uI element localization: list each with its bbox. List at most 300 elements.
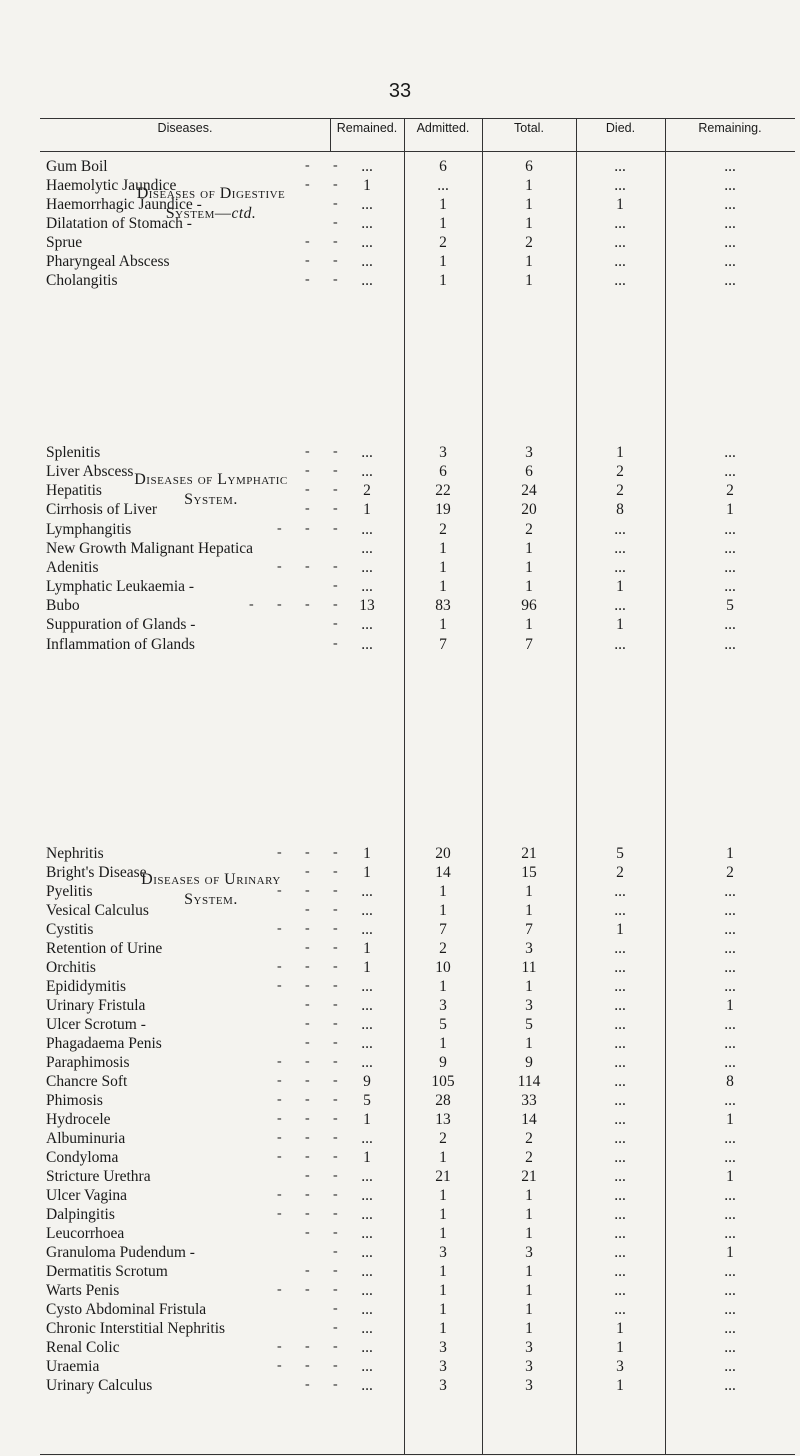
remained-value: ... [361,1187,373,1204]
died-value: ... [614,1035,626,1052]
total-value: 3 [525,444,533,461]
disease-name: Dilatation of Stomach - [46,215,192,233]
disease-name: Splenitis [46,444,101,461]
section-heading-suffix: ctd. [231,205,257,222]
died-value: 2 [616,864,624,881]
remaining-value: ... [724,234,736,252]
leader-dash: - [277,520,282,536]
remained-value: ... [361,1263,373,1280]
died-value: ... [614,1016,626,1033]
admitted-value: 3 [439,1377,447,1394]
disease-name: Paraphimosis [46,1054,130,1071]
died-value: 1 [616,1339,624,1356]
disease-name: Haemolytic Jaundice [46,177,177,195]
leader-dash: - [333,234,338,250]
remained-value: ... [361,1244,373,1261]
leader-dash: - [305,978,310,993]
table-row [40,864,795,884]
admitted-value: 1 [439,196,447,214]
died-value: ... [614,1092,626,1109]
admitted-value: 2 [439,940,447,957]
admitted-value: 1 [439,1149,447,1166]
total-value: 1 [525,1263,533,1280]
died-value: ... [614,1054,626,1071]
table-row [40,1187,795,1207]
died-value: ... [614,597,626,615]
died-value: ... [614,558,626,576]
disease-name: Ulcer Scrotum - [46,1016,146,1033]
column-header-diseases: Diseases. [157,121,213,135]
remained-value: 1 [363,501,371,519]
died-value: 1 [616,444,624,461]
died-value: ... [614,1187,626,1204]
remaining-value: ... [724,1263,736,1280]
remained-value: 1 [363,845,371,862]
disease-name: Condyloma [46,1149,119,1166]
remained-value: ... [361,902,373,919]
admitted-value: 1 [439,902,447,919]
leader-dash: - [333,616,338,632]
remained-value: 5 [363,1092,371,1109]
leader-dash: - [305,1168,310,1183]
table-row [40,521,795,541]
leader-dash: - [277,558,282,574]
remained-value: ... [361,1225,373,1242]
leader-dash: - [305,1035,310,1050]
remained-value: ... [361,1377,373,1394]
table-row [40,215,795,235]
leader-dash: - [305,463,310,479]
remaining-value: ... [724,1206,736,1223]
died-value: 1 [616,578,624,596]
remained-value: ... [361,1035,373,1052]
disease-name: Cystitis [46,921,94,938]
leader-dash: - [277,1339,282,1354]
table-row [40,616,795,636]
leader-dash: - [277,1149,282,1164]
leader-dash: - [333,578,338,594]
remaining-value: 1 [726,1168,734,1185]
column-header-admitted: Admitted. [416,121,470,135]
total-value: 1 [525,616,533,634]
leader-dash: - [333,158,338,173]
disease-name: Nephritis [46,845,104,862]
total-value: 3 [525,997,533,1014]
died-value: ... [614,1149,626,1166]
remained-value: 1 [363,177,371,195]
table-row [40,1339,795,1359]
leader-dash: - [333,1073,338,1088]
admitted-value: 1 [439,1206,447,1223]
died-value: 8 [616,501,624,519]
leader-dash: - [333,1339,338,1354]
admitted-value: 7 [439,635,447,653]
table-row [40,272,795,292]
died-value: 1 [616,616,624,634]
disease-name: Dalpingitis [46,1206,115,1223]
column-header-remained: Remained. [336,121,398,135]
table-row [40,1035,795,1055]
died-value: 1 [616,921,624,938]
remained-value: ... [361,978,373,995]
admitted-value: 1 [439,272,447,290]
leader-dash: - [305,883,310,898]
total-value: 1 [525,1187,533,1204]
leader-dash: - [305,1054,310,1069]
section-heading-line2-text: System— [165,205,232,222]
leader-dash: - [305,1263,310,1278]
remaining-value: ... [724,1016,736,1033]
remained-value: ... [361,1320,373,1337]
leader-dash: - [305,1377,310,1392]
died-value: ... [614,883,626,900]
remained-value: ... [361,196,373,214]
admitted-value: 1 [439,253,447,271]
table-row [40,559,795,579]
total-value: 21 [521,845,537,862]
total-value: 1 [525,1206,533,1223]
leader-dash: - [277,1282,282,1297]
disease-name: Adenitis [46,558,99,576]
leader-dash: - [333,215,338,231]
remaining-value: ... [724,921,736,938]
remaining-value: ... [724,215,736,233]
remained-value: ... [361,1358,373,1375]
table-row [40,883,795,903]
remained-value: ... [361,1168,373,1185]
disease-name: Dermatitis Scrotum [46,1263,168,1280]
remaining-value: ... [724,520,736,538]
disease-name: Retention of Urine [46,940,163,957]
leader-dash: - [305,940,310,955]
total-value: 2 [525,1149,533,1166]
leader-dash: - [277,845,282,860]
remained-value: ... [361,253,373,271]
admitted-value: 10 [435,959,451,976]
total-value: 1 [525,272,533,290]
total-value: 3 [525,1358,533,1375]
died-value: 1 [616,196,624,214]
admitted-value: 22 [435,482,451,500]
leader-dash: - [333,1092,338,1107]
leader-dash: - [333,501,338,517]
admitted-value: 19 [435,501,451,519]
disease-name: Pyelitis [46,883,93,900]
remaining-value: ... [724,959,736,976]
disease-name: Pharyngeal Abscess [46,253,170,271]
disease-name: Orchitis [46,959,96,976]
remaining-value: 1 [726,1111,734,1128]
disease-name: Vesical Calculus [46,902,149,919]
remained-value: 1 [363,864,371,881]
leader-dash: - [305,959,310,974]
leader-dash: - [305,253,310,269]
disease-name: New Growth Malignant Hepatica [46,539,254,557]
leader-dash: - [333,482,338,498]
remaining-value: ... [724,1339,736,1356]
leader-dash: - [305,1187,310,1202]
leader-dash: - [305,558,310,574]
died-value: ... [614,1168,626,1185]
section-heading-line1: Diseases of Lymphatic [134,471,288,488]
remained-value: ... [361,578,373,596]
died-value: ... [614,1301,626,1318]
leader-dash: - [333,883,338,898]
table-row [40,940,795,960]
leader-dash: - [305,1111,310,1126]
admitted-value: 83 [435,597,451,615]
remained-value: ... [361,921,373,938]
remaining-value: 1 [726,501,734,519]
total-value: 96 [521,597,537,615]
remained-value: ... [361,1130,373,1147]
table-row [40,921,795,941]
leader-dash: - [277,978,282,993]
leader-dash: - [333,959,338,974]
remaining-value: ... [724,539,736,557]
total-value: 1 [525,253,533,271]
table-row [40,978,795,998]
remained-value: 1 [363,1149,371,1166]
total-value: 21 [521,1168,537,1185]
table-row [40,1111,795,1131]
table-row [40,959,795,979]
remaining-value: ... [724,463,736,481]
disease-name: Bubo [46,597,80,615]
died-value: 3 [616,1358,624,1375]
total-value: 2 [525,520,533,538]
disease-name: Stricture Urethra [46,1168,151,1185]
leader-dash: - [333,1111,338,1126]
leader-dash: - [305,921,310,936]
admitted-value: 9 [439,1054,447,1071]
remained-value: 13 [359,597,375,615]
remaining-value: ... [724,1149,736,1166]
disease-name: Suppuration of Glands - [46,616,196,634]
table-bottom-rule [40,1454,795,1455]
header-bottom-rule [40,151,795,152]
leader-dash: - [333,940,338,955]
remaining-value: ... [724,158,736,175]
disease-name: Cholangitis [46,272,118,290]
leader-dash: - [277,959,282,974]
remained-value: ... [361,272,373,290]
leader-dash: - [277,1206,282,1221]
leader-dash: - [305,902,310,917]
leader-dash: - [333,864,338,879]
admitted-value: 13 [435,1111,451,1128]
admitted-value: 6 [439,463,447,481]
disease-name: Urinary Calculus [46,1377,153,1394]
died-value: ... [614,959,626,976]
remained-value: ... [361,520,373,538]
leader-dash: - [305,444,310,459]
table-row [40,845,795,865]
leader-dash: - [333,597,338,613]
remaining-value: 1 [726,845,734,862]
total-value: 1 [525,1282,533,1299]
remained-value: ... [361,539,373,557]
total-value: 1 [525,902,533,919]
leader-dash: - [333,1149,338,1164]
total-value: 3 [525,1244,533,1261]
died-value: 2 [616,482,624,500]
table-top-rule [40,118,795,119]
table-row [40,196,795,216]
page-number: 33 [388,80,412,102]
leader-dash: - [305,234,310,250]
admitted-value: 21 [435,1168,451,1185]
remained-value: ... [361,234,373,252]
total-value: 3 [525,1339,533,1356]
remained-value: ... [361,1282,373,1299]
leader-dash: - [305,177,310,193]
remaining-value: ... [724,883,736,900]
remaining-value: 2 [726,864,734,881]
remained-value: 9 [363,1073,371,1090]
admitted-value: 1 [439,1225,447,1242]
admitted-value: 28 [435,1092,451,1109]
admitted-value: 7 [439,921,447,938]
table-row [40,444,795,464]
remaining-value: ... [724,578,736,596]
remained-value: 2 [363,482,371,500]
leader-dash: - [333,177,338,193]
total-value: 1 [525,1320,533,1337]
disease-name: Hydrocele [46,1111,111,1128]
remaining-value: ... [724,1358,736,1375]
died-value: ... [614,177,626,195]
admitted-value: 3 [439,444,447,461]
remaining-value: ... [724,558,736,576]
remaining-value: ... [724,616,736,634]
remained-value: ... [361,635,373,653]
remaining-value: ... [724,1130,736,1147]
section-heading-line2-text: System. [184,891,238,908]
table-row [40,1301,795,1321]
remaining-value: ... [724,1282,736,1299]
leader-dash: - [333,902,338,917]
died-value: ... [614,635,626,653]
table-row [40,597,795,617]
died-value: ... [614,1111,626,1128]
total-value: 1 [525,1301,533,1318]
disease-name: Albuminuria [46,1130,126,1147]
leader-dash: - [333,1320,338,1335]
leader-dash: - [333,1187,338,1202]
total-value: 33 [521,1092,537,1109]
total-value: 1 [525,978,533,995]
table-row [40,997,795,1017]
leader-dash: - [333,635,338,651]
died-value: 1 [616,1320,624,1337]
total-value: 1 [525,539,533,557]
admitted-value: 3 [439,1244,447,1261]
remained-value: ... [361,1206,373,1223]
disease-name: Gum Boil [46,158,108,175]
died-value: ... [614,1263,626,1280]
admitted-value: 1 [439,1320,447,1337]
admitted-value: 20 [435,845,451,862]
disease-name: Cysto Abdominal Fristula [46,1301,207,1318]
leader-dash: - [277,1054,282,1069]
remaining-value: ... [724,978,736,995]
leader-dash: - [305,158,310,173]
remaining-value: ... [724,940,736,957]
total-value: 6 [525,158,533,175]
leader-dash: - [305,1092,310,1107]
remaining-value: 8 [726,1073,734,1090]
total-value: 20 [521,501,537,519]
total-value: 1 [525,1225,533,1242]
disease-name: Hepatitis [46,482,102,500]
leader-dash: - [277,1358,282,1373]
table-row [40,1016,795,1036]
admitted-value: 3 [439,1358,447,1375]
table-row [40,1244,795,1264]
table-row [40,1149,795,1169]
remained-value: ... [361,463,373,481]
leader-dash: - [333,253,338,269]
remained-value: ... [361,883,373,900]
leader-dash: - [333,558,338,574]
remaining-value: ... [724,1320,736,1337]
column-header-total: Total. [514,121,544,135]
disease-name: Uraemia [46,1358,100,1375]
died-value: 5 [616,845,624,862]
table-row [40,177,795,197]
leader-dash: - [305,1206,310,1221]
remaining-value: ... [724,1092,736,1109]
leader-dash: - [333,272,338,288]
table-row [40,253,795,273]
remaining-value: ... [724,177,736,195]
section-heading-line1: Diseases of Urinary [141,871,281,888]
admitted-value: ... [437,177,449,195]
total-value: 7 [525,921,533,938]
remaining-value: ... [724,253,736,271]
leader-dash: - [333,1244,338,1259]
leader-dash: - [305,272,310,288]
remained-value: ... [361,444,373,461]
remaining-value: ... [724,635,736,653]
table-row [40,1377,795,1397]
died-value: 1 [616,1377,624,1394]
died-value: ... [614,272,626,290]
leader-dash: - [333,1206,338,1221]
died-value: 2 [616,463,624,481]
admitted-value: 1 [439,578,447,596]
leader-dash: - [305,1149,310,1164]
remained-value: ... [361,558,373,576]
remained-value: ... [361,158,373,175]
leader-dash: - [333,1225,338,1240]
remaining-value: ... [724,272,736,290]
admitted-value: 1 [439,1187,447,1204]
leader-dash: - [333,1016,338,1031]
leader-dash: - [305,501,310,517]
total-value: 5 [525,1016,533,1033]
total-value: 14 [521,1111,537,1128]
total-value: 1 [525,1035,533,1052]
total-value: 3 [525,940,533,957]
leader-dash: - [305,845,310,860]
remained-value: ... [361,215,373,233]
leader-dash: - [333,1130,338,1145]
total-value: 3 [525,1377,533,1394]
table-row [40,540,795,560]
disease-name: Haemorrhagic Jaundice - [46,196,202,214]
